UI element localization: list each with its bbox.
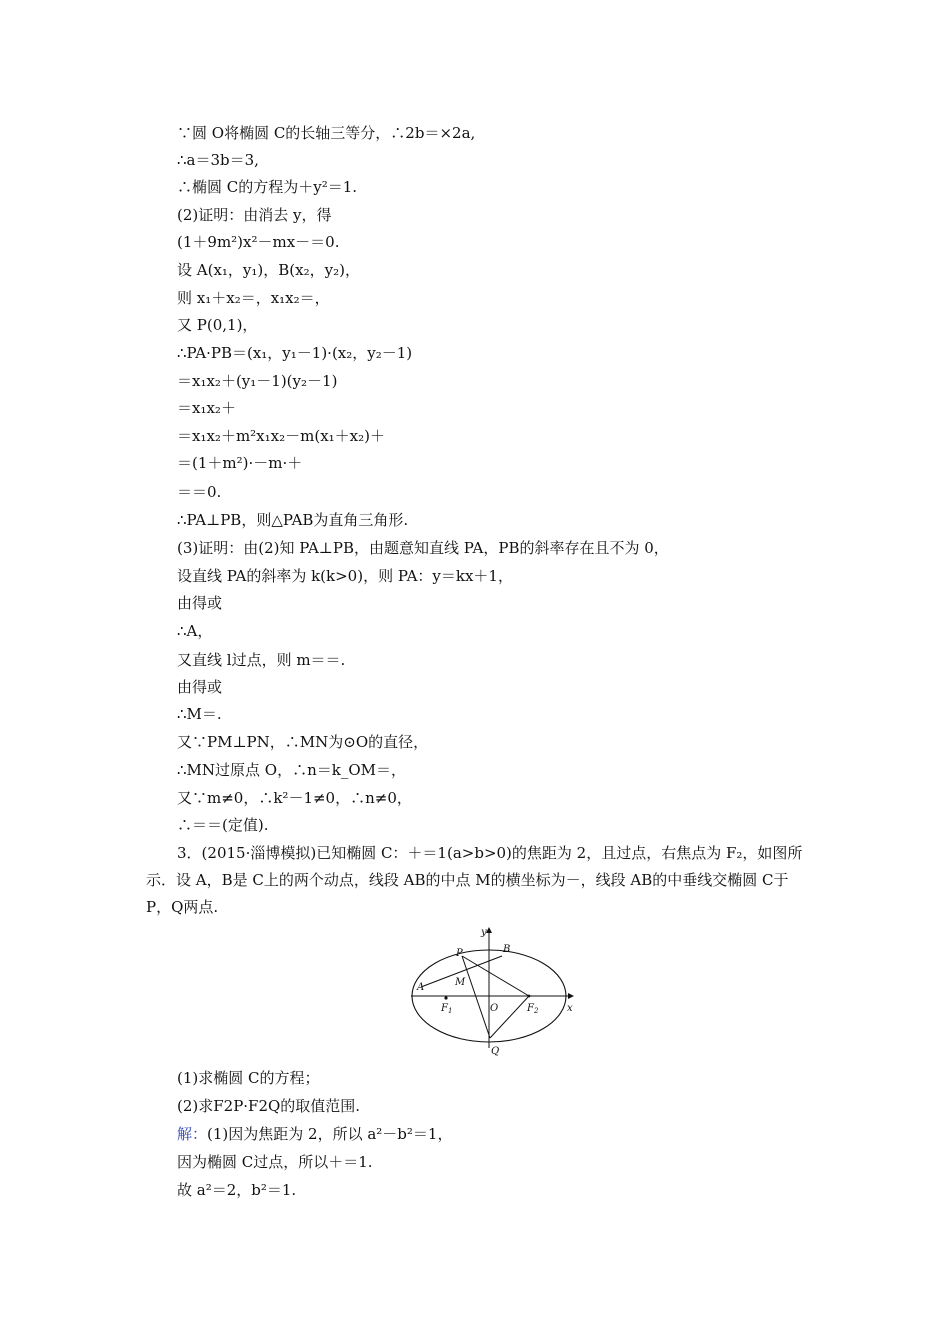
question-1: (1)求椭圆 C的方程；	[177, 1069, 320, 1087]
solution-line-3: 故 a²＝2，b²＝1.	[177, 1181, 297, 1199]
text-line: 由得或	[177, 678, 223, 696]
label-y: y	[481, 927, 487, 938]
solution-line-1	[177, 1124, 452, 1144]
text-line: ＝(1＋m²)·－m·＋	[177, 454, 303, 472]
text-line: 设 A(x₁，y₁)，B(x₂，y₂)，	[177, 261, 360, 279]
text-line: 则 x₁＋x₂＝，x₁x₂＝，	[177, 289, 330, 307]
text-line: ∴a＝3b＝3,	[177, 151, 259, 169]
text-line: ＝x₁x₂＋	[177, 399, 236, 417]
text-line: (1＋9m²)x²－mx－＝0.	[177, 233, 340, 251]
label-p: P	[456, 948, 463, 959]
ellipse-diagram	[405, 920, 585, 1060]
text-line: ＝x₁x₂＋m²x₁x₂－m(x₁＋x₂)＋	[177, 427, 386, 445]
text-line: (3)证明：由(2)知 PA⊥PB，由题意知直线 PA，PB的斜率存在且不为 0，	[177, 539, 669, 557]
text-line: ∴＝＝(定值).	[177, 816, 269, 834]
focus-f2-point	[528, 995, 531, 998]
text-line: ＝＝0.	[177, 483, 222, 501]
label-b: B	[503, 944, 511, 955]
solution-line-2: 因为椭圆 C过点，所以＋＝1.	[177, 1153, 373, 1171]
text-line: 又 P(0,1)，	[177, 316, 258, 334]
label-m: M	[455, 977, 466, 988]
text-line: 又∵m≠0，∴k²－1≠0，∴n≠0，	[177, 789, 412, 807]
text-line: ＝x₁x₂＋(y₁－1)(y₂－1)	[177, 372, 338, 390]
text-line: 设直线 PA的斜率为 k(k>0)，则 PA：y＝kx＋1，	[177, 567, 513, 585]
chord-pq	[462, 956, 490, 1038]
text-line: 又∵PM⊥PN，∴MN为⊙O的直径，	[177, 733, 429, 751]
solution-text: (1)因为焦距为 2，所以 a²－b²＝1，	[207, 1125, 453, 1143]
text-line: ∴A，	[177, 622, 213, 640]
segment-pf2	[462, 956, 529, 996]
text-line: (2)证明：由消去 y，得	[177, 206, 332, 224]
label-f1: $F_1$	[441, 1003, 453, 1015]
label-o: O	[490, 1003, 499, 1014]
label-a: A	[417, 982, 425, 993]
focus-f1-point	[444, 996, 447, 999]
text-line: ∵圆 O将椭圆 C的长轴三等分，∴2b＝×2a,	[177, 124, 476, 142]
label-f2: $F_2$	[527, 1003, 539, 1015]
text-line: ∴MN过原点 O，∴n＝k_OM＝，	[177, 761, 406, 779]
question-2: (2)求F2P·F2Q的取值范围.	[177, 1097, 361, 1115]
text-line: ∴椭圆 C的方程为＋y²＝1.	[177, 178, 358, 196]
text-line: 由得或	[177, 594, 223, 612]
text-line: ∴PA⊥PB，则△PAB为直角三角形.	[177, 511, 409, 529]
solution-label: 解：	[177, 1125, 208, 1143]
text-line: ∴M＝.	[177, 705, 222, 723]
label-q: Q	[491, 1046, 500, 1057]
ellipse-figure	[405, 920, 585, 1060]
problem-3-statement: 3．(2015·淄博模拟)已知椭圆 C：＋＝1(a>b>0)的焦距为 2，且过点，右焦点为 F₂，如图所示．设 A，B是 C上的两个动点，线段 AB的中点 M的横坐标为－，线段 AB的中垂线交椭圆 C于 P，Q两点.	[146, 844, 803, 916]
text-line: 又直线 l过点，则 m＝＝.	[177, 651, 346, 669]
text-line: ∴PA·PB＝(x₁，y₁－1)·(x₂，y₂－1)	[177, 344, 413, 362]
label-x: x	[567, 1003, 573, 1014]
